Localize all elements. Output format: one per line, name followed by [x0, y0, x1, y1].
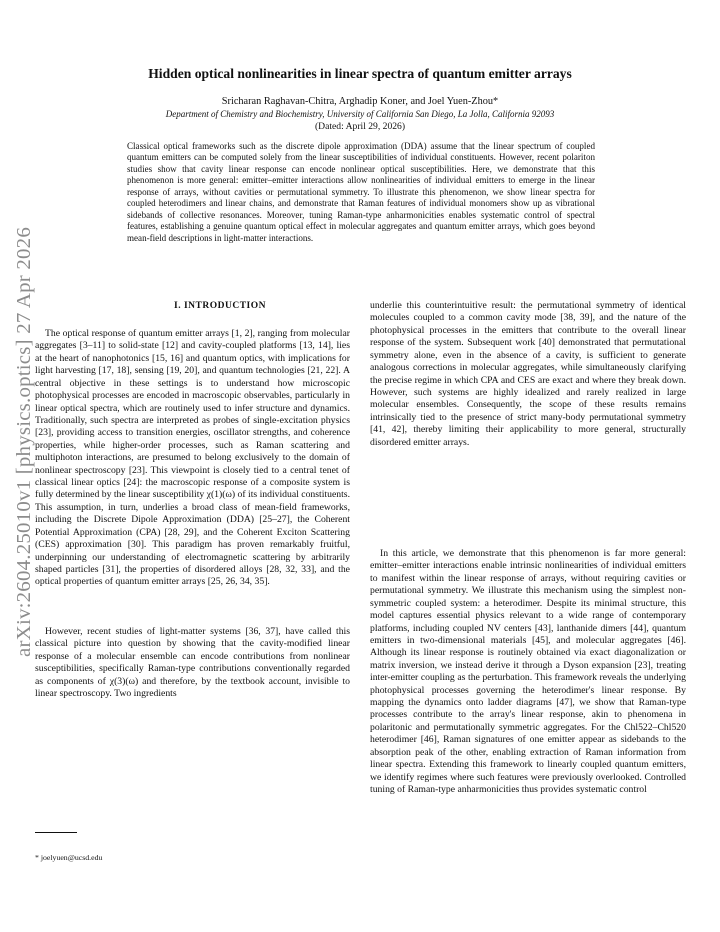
right-column-top [370, 300, 686, 449]
date-line: (Dated: April 29, 2026) [314, 121, 406, 132]
footnote-rule [35, 832, 77, 833]
intro-paragraph-1: The optical response of quantum emitter arrays [1, 2], ranging from molecular aggregates [3–11] to solid-state [12] and cavity-coupled platforms [13, 14], lies at the heart of nanophotonics [15, 16] and quantum optics, with implications for light harvesting [17, 18], sensing [19, 20], and quantum technologies [21, 22]. A central objective in these settings is to understand how microscopic photophysical processes are encoded in macroscopic observables, particularly in linear optical spectra, which are routinely used to infer structure and dynamics. Traditionally, such spectra are interpreted as probes of single-excitation physics [23], providing access to transition energies, oscillator strengths, and coherence properties, while higher-order processes, such as Raman scattering and multiphoton interactions, are presumed to belong exclusively to the domain of nonlinear spectroscopy [23]. This viewpoint is closely tied to a central tenet of classical linear optics [24]: the macroscopic response of a composite system is fully determined by the linear susceptibility χ(1)(ω) of its individual constituents. This assumption, in turn, underlies a broad class of mean-field frameworks, including the Discrete Dipole Approximation (DDA) [25–27], the Coherent Potential Approximation (CPA) [28, 29], and the Coherent Exciton Scattering (CES) approximation [30]. This paradigm has proven remarkably fruitful, underpinning our understanding of electromagnetic scattering by arbitrarily shaped particles [31], the properties of disordered alloys [28, 32, 33], and the optical properties of quantum emitter arrays [25, 26, 34, 35]. [35, 328, 350, 588]
abstract: Classical optical frameworks such as the discrete dipole approximation (DDA) assume that the linear spectrum of coupled quantum emitters can be computed solely from the linear susceptibilities of individual constituents. However, recent polariton studies show that cavity linear response can encode nonlinear optical susceptibilities. Here, we demonstrate that this phenomenon is more general: emitter–emitter interactions allow nonlinearities of individual emitters to emerge in the linear response of arrays, without cavities or permutational symmetry. To illustrate this phenomenon, we show linear spectra for coupled heterodimers and linear chains, and demonstrate that Raman features of individual monomers show up as vibrational sidebands of collective resonances. Moreover, tuning Raman-type anharmonicities enables systematic control of spectral features, establishing a genuine quantum optical effect in molecular aggregates and quantum emitter arrays, which goes beyond mean-field descriptions in light-matter interactions. [127, 141, 595, 243]
author-list: Sricharan Raghavan-Chitra, Arghadip Koner, and Joel Yuen-Zhou* [221, 96, 499, 107]
intro-paragraph-4: In this article, we demonstrate that this phenomenon is far more general: emitter–emitter interactions enable intrinsic nonlinearities of individual emitters to manifest within the linear response of arrays, without requiring cavities or permutational symmetry. We illustrate this mechanism using the simplest non-symmetric coupled system: a heterodimer. Despite its minimal structure, this model captures essential physics relevant to a wide range of contemporary platforms, including coupled NV centers [43], lanthanide dimers [44], quantum emitters in two-dimensional materials [45], and molecular aggregates [46]. Although its linear response is routinely obtained via exact diagonalization or matrix inversion, we instead derive it through a Dyson expansion [23], treating inter-emitter coupling as the perturbation. This framework reveals the underlying photophysical processes governing the heterodimer's linear response. By mapping the dynamics onto ladder diagrams [47], we show that Raman-type processes contribute to the array's linear response, akin to phenomena in polaritonic and permutationally symmetric aggregates. For the Chl522–Chl520 heterodimer [46], Raman signatures of one emitter appear as sidebands to the absorption peak of the other, enabling extraction of Raman information from linear spectra. Extending this framework to linearly coupled quantum emitters, we identify regimes where such features were previously overlooked. Controlled tuning of Raman-type anharmonicities thus provides systematic control [370, 548, 686, 796]
left-column-top [35, 328, 350, 589]
footnote-email: * joelyuen@ucsd.edu [35, 853, 103, 862]
affiliation: Department of Chemistry and Biochemistry, University of California San Diego, La Jolla, California 92093 [165, 109, 555, 119]
left-column-bottom [35, 626, 350, 701]
section-heading-introduction: I. INTRODUCTION [174, 301, 266, 311]
right-column-bottom [370, 548, 686, 796]
intro-paragraph-3: underlie this counterintuitive result: the permutational symmetry of identical molecules coupled to a common cavity mode [38, 39], and the nature of the photophysical processes in the emitters that contribute to the overall linear response of the system. Subsequent work [40] demonstrated that permutational symmetry alone, even in the absence of a cavity, is sufficient to generate analogous corrections in molecular aggregates, while simultaneously clarifying the precise regime in which CPA and CES are exact and where they break down. However, such systems are highly idealized and rarely realized in large molecular ensembles. Consequently, the scope of these results remains intrinsically tied to the presence of strict many-body permutational symmetry [41, 42], thereby limiting their applicability to more general, structurally disordered emitter arrays. [370, 300, 686, 448]
intro-paragraph-2: However, recent studies of light-matter systems [36, 37], have called this classical picture into question by showing that the cavity-modified linear response of a molecular ensemble can encode contributions from nonlinear susceptibilities, specifically Raman-type contributions conventionally regarded as components of χ(3)(ω) and therefore, by the textbook account, invisible to linear spectroscopy. Two ingredients [35, 626, 350, 700]
arxiv-stamp-text: arXiv:2604.25010v1 [physics.optics] 27 Apr 2026 [13, 235, 35, 657]
paper-title: Hidden optical nonlinearities in linear spectra of quantum emitter arrays [148, 66, 572, 81]
